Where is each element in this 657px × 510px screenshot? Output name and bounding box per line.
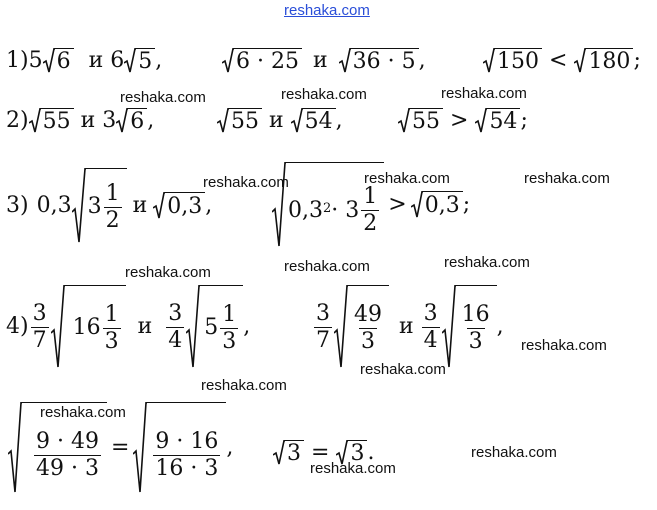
exercise-line-2-part-3: [398, 108, 528, 134]
watermark: reshaka.com: [40, 404, 126, 421]
numerator: 1: [104, 301, 119, 327]
denominator: 16 · 3: [155, 456, 219, 481]
watermark: reshaka.com: [120, 89, 206, 106]
numerator: 16: [461, 301, 490, 327]
exercise-line-3-part-2: [272, 162, 470, 248]
denominator: 4: [423, 327, 438, 353]
radicand: 5: [136, 48, 155, 74]
conjunction: и: [132, 193, 148, 218]
fraction: [352, 301, 384, 354]
sqrt-expression: [339, 48, 419, 74]
relation-sign: >: [388, 192, 407, 217]
sqrt-expression: [398, 108, 443, 134]
coefficient: 6: [110, 48, 125, 73]
sqrt-expression: [475, 108, 520, 134]
sqrt-expression: [8, 402, 107, 494]
watermark: reshaka.com: [360, 361, 446, 378]
exercise-line-5-part-2: [273, 440, 374, 466]
radicand: [348, 285, 389, 369]
sqrt-expression: [222, 48, 302, 74]
coefficient-fraction: [31, 300, 49, 353]
exponent: 2: [323, 201, 332, 216]
radicand: 180: [586, 48, 633, 74]
watermark: reshaka.com: [441, 85, 527, 102]
radicand: 54: [303, 108, 336, 134]
radicand: 0,3: [423, 191, 463, 219]
numerator: 3: [423, 300, 438, 326]
radicand: [86, 168, 127, 244]
conjunction: и: [312, 48, 328, 73]
exercise-line-3: [6, 168, 212, 244]
base: 0,3: [288, 197, 323, 223]
sqrt-expression: [72, 168, 127, 244]
numerator: 3: [316, 300, 330, 326]
separator: ;: [462, 192, 471, 217]
separator: ,: [418, 48, 426, 73]
relation-sign: <: [549, 48, 568, 73]
fraction: [104, 180, 122, 233]
exercise-line-1-part-2: [222, 48, 426, 74]
watermark: reshaka.com: [310, 460, 396, 477]
radicand: 6: [55, 48, 74, 74]
separator: ,: [496, 314, 504, 339]
item-number: 1): [6, 48, 29, 73]
denominator: 3: [104, 328, 119, 354]
multiplier: · 3: [331, 197, 360, 223]
denominator: 4: [168, 327, 183, 353]
equals-sign: =: [311, 440, 330, 465]
radicand: 55: [410, 108, 443, 134]
denominator: 7: [32, 327, 47, 353]
numerator: 1: [222, 301, 237, 327]
exercise-line-4-part-2: [312, 285, 504, 369]
denominator: 2: [363, 211, 378, 236]
watermark: reshaka.com: [524, 170, 610, 187]
denominator: 3: [222, 328, 237, 354]
radicand: [147, 402, 226, 494]
sqrt-expression: [29, 108, 74, 134]
conjunction: и: [269, 108, 284, 133]
fraction: [220, 301, 238, 354]
denominator: 7: [316, 327, 330, 353]
sqrt-expression: [483, 48, 542, 74]
denominator: 49 · 3: [36, 456, 99, 481]
watermark: reshaka.com: [364, 170, 450, 187]
watermark: reshaka.com: [125, 264, 211, 281]
separator: ,: [226, 435, 234, 460]
separator: .: [367, 440, 375, 465]
sqrt-expression: [291, 108, 336, 134]
watermark: reshaka.com: [444, 254, 530, 271]
denominator: 2: [105, 207, 120, 233]
radicand: 36 · 5: [351, 48, 419, 74]
watermark: reshaka.com: [281, 86, 367, 103]
radicand: 55: [229, 108, 262, 134]
sqrt-expression: [273, 440, 304, 466]
sqrt-expression: [186, 285, 243, 369]
conjunction: и: [399, 314, 414, 339]
separator: ,: [205, 193, 213, 218]
conjunction: и: [88, 48, 104, 73]
radicand: 6 · 25: [234, 48, 302, 74]
exercise-line-5: [8, 402, 233, 494]
whole-part: 16: [72, 315, 101, 340]
exercise-line-2-part-2: [217, 108, 343, 134]
relation-sign: >: [450, 108, 469, 133]
coefficient-fraction: [166, 300, 184, 353]
sqrt-expression: [336, 440, 367, 466]
separator: ,: [243, 314, 251, 339]
sqrt-expression: [334, 285, 389, 369]
watermark: reshaka.com: [521, 337, 607, 354]
fraction: [34, 431, 101, 480]
watermark-top-link[interactable]: reshaka.com: [284, 2, 370, 19]
numerator: 1: [105, 180, 120, 206]
fraction: [361, 186, 379, 235]
exercise-line-1-part-3: [483, 48, 641, 74]
denominator: 3: [361, 328, 375, 354]
equals-sign: =: [110, 435, 130, 460]
radicand: [200, 285, 243, 369]
watermark: reshaka.com: [471, 444, 557, 461]
numerator: 3: [168, 300, 183, 326]
radicand: 55: [41, 108, 74, 134]
numerator: 9 · 49: [36, 429, 99, 454]
item-number: 2): [6, 108, 29, 133]
sqrt-expression: [272, 162, 384, 248]
denominator: 3: [468, 328, 483, 354]
sqrt-expression: [43, 48, 74, 74]
numerator: 9 · 16: [155, 429, 219, 454]
radicand: [286, 162, 384, 248]
separator: ,: [147, 108, 155, 133]
item-number: 3): [6, 193, 29, 218]
coefficient-fraction: [314, 300, 332, 353]
item-number: 4): [6, 314, 29, 339]
sqrt-expression: [411, 191, 463, 219]
radicand: [65, 285, 126, 369]
exercise-line-2: [6, 108, 154, 134]
conjunction: и: [137, 314, 153, 339]
coefficient: 5: [28, 48, 43, 73]
exercise-line-1: [6, 48, 162, 74]
exercise-line-4: [6, 285, 250, 369]
numerator: 3: [32, 300, 47, 326]
sqrt-expression: [116, 108, 147, 134]
coefficient-fraction: [422, 300, 440, 353]
radicand: 54: [487, 108, 520, 134]
sqrt-expression: [442, 285, 497, 369]
radicand: 150: [495, 48, 542, 74]
watermark: reshaka.com: [203, 174, 289, 191]
sqrt-expression: [124, 48, 155, 74]
radicand: 3: [348, 440, 367, 466]
radicand: 3: [285, 440, 304, 466]
radicand: [456, 285, 497, 369]
whole-part: 3: [87, 194, 102, 219]
numerator: 49: [354, 301, 382, 327]
numerator: 1: [363, 184, 378, 209]
separator: ,: [155, 48, 163, 73]
radicand: [22, 402, 107, 494]
whole-part: 5: [204, 315, 219, 340]
separator: ;: [633, 48, 641, 73]
fraction: [153, 431, 220, 480]
fraction: [103, 301, 121, 354]
sqrt-expression: [574, 48, 633, 74]
coefficient: 0,3: [36, 193, 72, 218]
separator: ,: [335, 108, 343, 133]
watermark: reshaka.com: [201, 377, 287, 394]
separator: ;: [520, 108, 528, 133]
sqrt-expression: [51, 285, 126, 369]
radicand: 6: [128, 108, 147, 134]
radicand: 0,3: [165, 192, 205, 220]
watermark: reshaka.com: [284, 258, 370, 275]
coefficient: 3: [102, 108, 117, 133]
fraction: [460, 301, 492, 354]
sqrt-expression: [153, 192, 205, 220]
sqrt-expression: [133, 402, 226, 494]
conjunction: и: [80, 108, 96, 133]
sqrt-expression: [217, 108, 262, 134]
